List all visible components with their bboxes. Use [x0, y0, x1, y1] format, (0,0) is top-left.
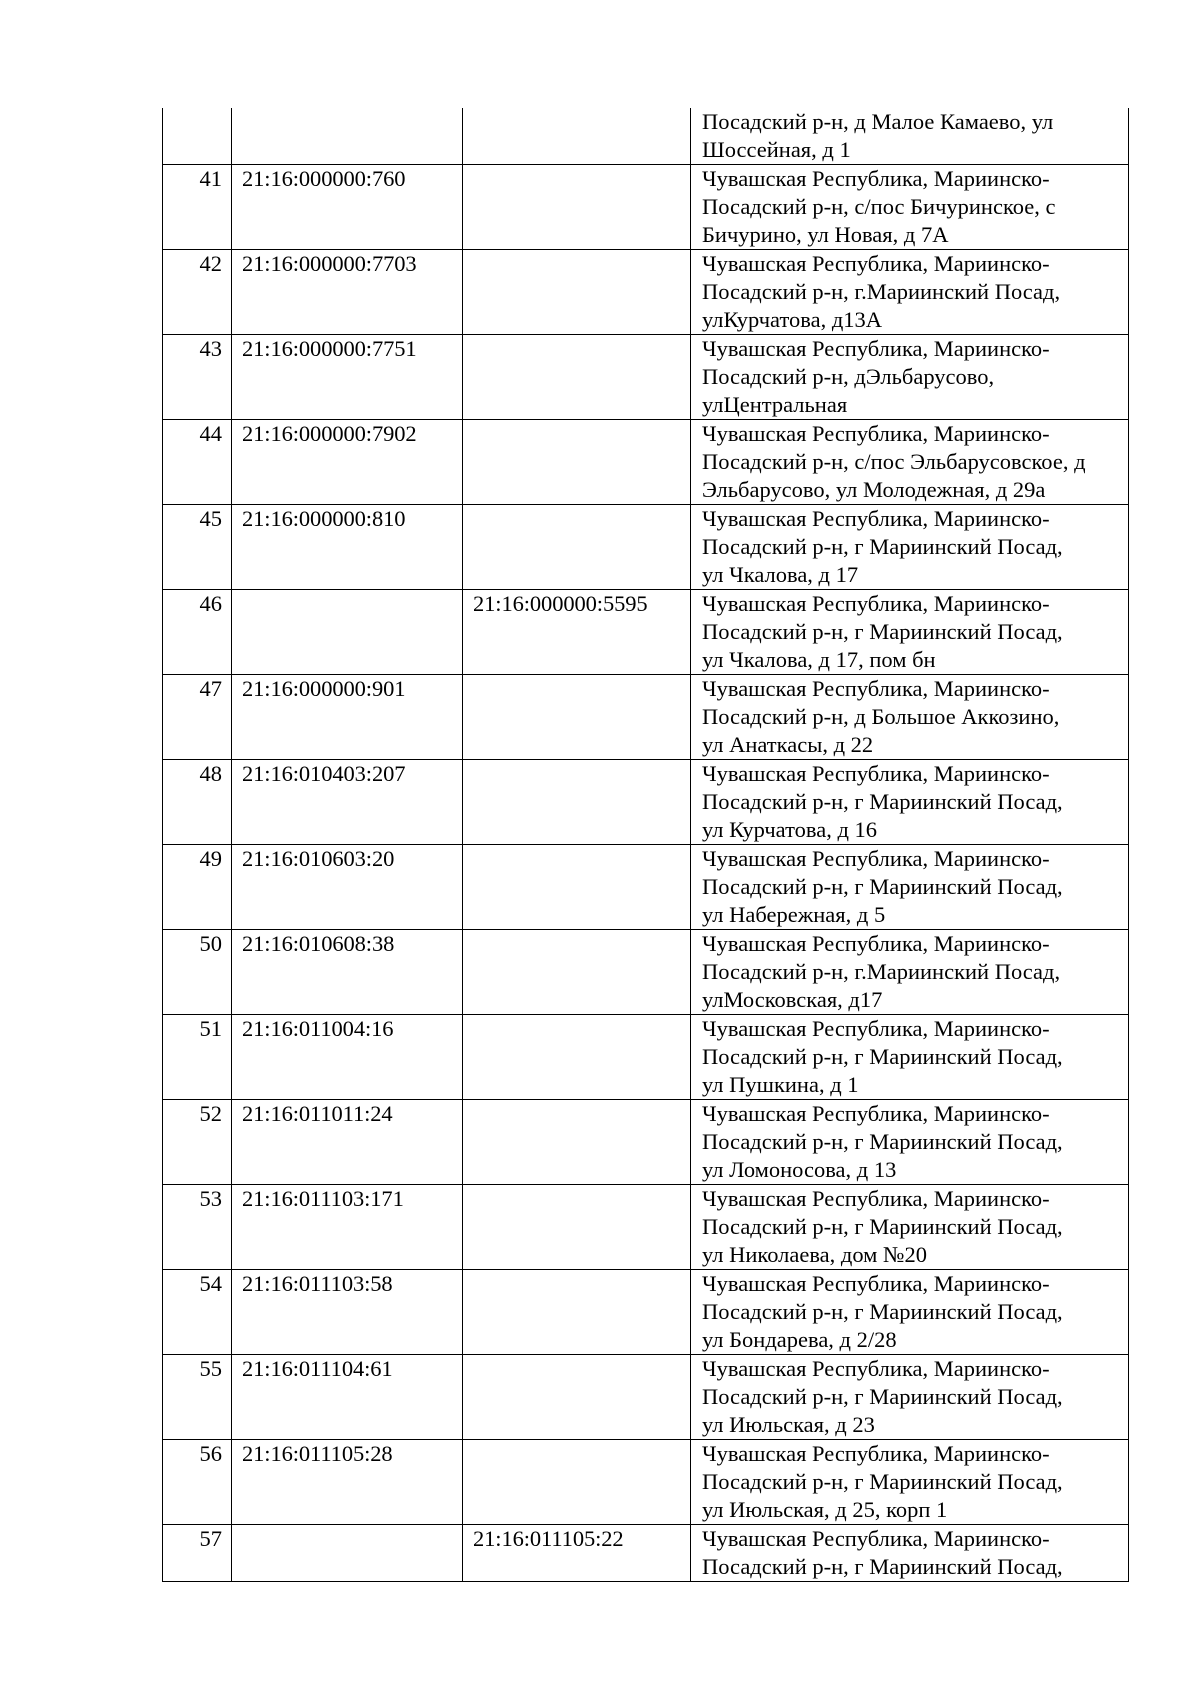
registry-table-body	[163, 108, 1129, 1582]
table-row	[163, 590, 1129, 675]
table-row	[163, 1015, 1129, 1100]
building-cadastral-number-cell	[463, 760, 691, 845]
row-number-cell: 46	[163, 590, 232, 675]
address-line: Шоссейная, д 1	[702, 137, 851, 162]
table-row	[163, 1185, 1129, 1270]
building-cadastral-number-cell	[463, 1015, 691, 1100]
table-row	[163, 335, 1129, 420]
address-line: Чувашская Республика, Мариинско-	[702, 421, 1050, 446]
building-cadastral-number-cell	[463, 250, 691, 335]
address-line: Посадский р-н, д Малое Камаево, ул	[702, 109, 1054, 134]
address-line: ул Анаткасы, д 22	[702, 732, 874, 757]
address-line: Посадский р-н, г Мариинский Посад,	[702, 534, 1063, 559]
address-line: Посадский р-н, г Мариинский Посад,	[702, 874, 1063, 899]
address-line: Чувашская Республика, Мариинско-	[702, 591, 1050, 616]
building-cadastral-number-cell	[463, 1440, 691, 1525]
address-cell	[691, 250, 1129, 335]
address-line: ул Чкалова, д 17	[702, 562, 859, 587]
table-row	[163, 1525, 1129, 1582]
land-cadastral-number-cell: 21:16:011103:171	[232, 1185, 463, 1270]
address-line: Чувашская Республика, Мариинско-	[702, 1271, 1050, 1296]
row-number-cell: 47	[163, 675, 232, 760]
address-line: Посадский р-н, г Мариинский Посад,	[702, 1554, 1063, 1579]
land-cadastral-number-cell: 21:16:011103:58	[232, 1270, 463, 1355]
address-line: улМосковская, д17	[702, 987, 883, 1012]
row-number-cell: 56	[163, 1440, 232, 1525]
address-cell	[691, 1440, 1129, 1525]
building-cadastral-number-cell	[463, 845, 691, 930]
building-cadastral-number-cell	[463, 1270, 691, 1355]
building-cadastral-number-cell	[463, 335, 691, 420]
address-line: Посадский р-н, г Мариинский Посад,	[702, 1384, 1063, 1409]
address-line: ул Июльская, д 23	[702, 1412, 875, 1437]
address-line: Чувашская Республика, Мариинско-	[702, 251, 1050, 276]
building-cadastral-number-cell: 21:16:011105:22	[463, 1525, 691, 1582]
land-cadastral-number-cell	[232, 108, 463, 165]
building-cadastral-number-cell	[463, 165, 691, 250]
table-row	[163, 845, 1129, 930]
building-cadastral-number-cell	[463, 930, 691, 1015]
building-cadastral-number-cell: 21:16:000000:5595	[463, 590, 691, 675]
address-line: Чувашская Республика, Мариинско-	[702, 1101, 1050, 1126]
address-line: Чувашская Республика, Мариинско-	[702, 166, 1050, 191]
building-cadastral-number-cell	[463, 1355, 691, 1440]
address-line: Чувашская Республика, Мариинско-	[702, 1356, 1050, 1381]
table-row	[163, 1440, 1129, 1525]
address-line: Чувашская Республика, Мариинско-	[702, 1441, 1050, 1466]
address-line: Посадский р-н, с/пос Эльбарусовское, д	[702, 449, 1086, 474]
row-number-cell: 51	[163, 1015, 232, 1100]
table-row	[163, 1270, 1129, 1355]
address-line: ул Курчатова, д 16	[702, 817, 878, 842]
address-cell	[691, 1015, 1129, 1100]
table-row	[163, 165, 1129, 250]
row-number-cell: 53	[163, 1185, 232, 1270]
address-line: Посадский р-н, д Большое Аккозино,	[702, 704, 1060, 729]
property-registry-table	[162, 108, 1129, 1582]
address-line: Посадский р-н, с/пос Бичуринское, с	[702, 194, 1056, 219]
address-line: Чувашская Республика, Мариинско-	[702, 1186, 1050, 1211]
address-line: Посадский р-н, г Мариинский Посад,	[702, 1299, 1063, 1324]
row-number-cell: 44	[163, 420, 232, 505]
building-cadastral-number-cell	[463, 1100, 691, 1185]
address-cell	[691, 165, 1129, 250]
address-cell	[691, 420, 1129, 505]
address-line: Чувашская Республика, Мариинско-	[702, 931, 1050, 956]
land-cadastral-number-cell: 21:16:011104:61	[232, 1355, 463, 1440]
address-line: Чувашская Республика, Мариинско-	[702, 676, 1050, 701]
land-cadastral-number-cell: 21:16:000000:760	[232, 165, 463, 250]
address-line: ул Николаева, дом №20	[702, 1242, 928, 1267]
table-row	[163, 930, 1129, 1015]
row-number-cell: 50	[163, 930, 232, 1015]
address-line: Эльбарусово, ул Молодежная, д 29а	[702, 477, 1046, 502]
address-line: Чувашская Республика, Мариинско-	[702, 1526, 1050, 1551]
address-line: Бичурино, ул Новая, д 7А	[702, 222, 949, 247]
land-cadastral-number-cell: 21:16:000000:901	[232, 675, 463, 760]
table-row	[163, 108, 1129, 165]
land-cadastral-number-cell: 21:16:011011:24	[232, 1100, 463, 1185]
building-cadastral-number-cell	[463, 1185, 691, 1270]
row-number-cell	[163, 108, 232, 165]
row-number-cell: 42	[163, 250, 232, 335]
address-line: Посадский р-н, г.Мариинский Посад,	[702, 959, 1061, 984]
address-line: Чувашская Республика, Мариинско-	[702, 1016, 1050, 1041]
building-cadastral-number-cell	[463, 675, 691, 760]
row-number-cell: 41	[163, 165, 232, 250]
table-row	[163, 505, 1129, 590]
land-cadastral-number-cell: 21:16:010403:207	[232, 760, 463, 845]
address-cell	[691, 1100, 1129, 1185]
land-cadastral-number-cell: 21:16:000000:7902	[232, 420, 463, 505]
row-number-cell: 54	[163, 1270, 232, 1355]
row-number-cell: 48	[163, 760, 232, 845]
address-line: Посадский р-н, г Мариинский Посад,	[702, 1214, 1063, 1239]
row-number-cell: 45	[163, 505, 232, 590]
address-cell	[691, 930, 1129, 1015]
address-line: Посадский р-н, г.Мариинский Посад,	[702, 279, 1061, 304]
address-line: Чувашская Республика, Мариинско-	[702, 846, 1050, 871]
table-row	[163, 675, 1129, 760]
address-cell	[691, 1185, 1129, 1270]
address-line: Чувашская Республика, Мариинско-	[702, 761, 1050, 786]
address-line: Посадский р-н, г Мариинский Посад,	[702, 1469, 1063, 1494]
row-number-cell: 52	[163, 1100, 232, 1185]
land-cadastral-number-cell	[232, 1525, 463, 1582]
address-cell	[691, 590, 1129, 675]
address-cell	[691, 108, 1129, 165]
row-number-cell: 55	[163, 1355, 232, 1440]
address-line: ул Июльская, д 25, корп 1	[702, 1497, 948, 1522]
address-cell	[691, 505, 1129, 590]
row-number-cell: 49	[163, 845, 232, 930]
building-cadastral-number-cell	[463, 108, 691, 165]
table-row	[163, 1355, 1129, 1440]
land-cadastral-number-cell: 21:16:000000:810	[232, 505, 463, 590]
address-line: улЦентральная	[702, 392, 848, 417]
address-line: Посадский р-н, г Мариинский Посад,	[702, 1044, 1063, 1069]
land-cadastral-number-cell: 21:16:010608:38	[232, 930, 463, 1015]
address-line: улКурчатова, д13А	[702, 307, 883, 332]
address-line: ул Пушкина, д 1	[702, 1072, 859, 1097]
building-cadastral-number-cell	[463, 505, 691, 590]
address-line: Посадский р-н, г Мариинский Посад,	[702, 619, 1063, 644]
table-row	[163, 250, 1129, 335]
land-cadastral-number-cell: 21:16:011004:16	[232, 1015, 463, 1100]
address-cell	[691, 675, 1129, 760]
land-cadastral-number-cell: 21:16:011105:28	[232, 1440, 463, 1525]
address-line: Посадский р-н, г Мариинский Посад,	[702, 1129, 1063, 1154]
land-cadastral-number-cell: 21:16:000000:7751	[232, 335, 463, 420]
address-cell	[691, 845, 1129, 930]
building-cadastral-number-cell	[463, 420, 691, 505]
address-line: ул Набережная, д 5	[702, 902, 886, 927]
address-cell	[691, 1270, 1129, 1355]
address-line: ул Ломоносова, д 13	[702, 1157, 897, 1182]
address-cell	[691, 760, 1129, 845]
address-line: ул Бондарева, д 2/28	[702, 1327, 897, 1352]
row-number-cell: 57	[163, 1525, 232, 1582]
address-line: Чувашская Республика, Мариинско-	[702, 506, 1050, 531]
address-line: Посадский р-н, г Мариинский Посад,	[702, 789, 1063, 814]
row-number-cell: 43	[163, 335, 232, 420]
address-cell	[691, 1355, 1129, 1440]
land-cadastral-number-cell: 21:16:000000:7703	[232, 250, 463, 335]
address-line: Посадский р-н, дЭльбарусово,	[702, 364, 995, 389]
table-row	[163, 420, 1129, 505]
address-line: Чувашская Республика, Мариинско-	[702, 336, 1050, 361]
address-cell	[691, 335, 1129, 420]
land-cadastral-number-cell	[232, 590, 463, 675]
table-row	[163, 1100, 1129, 1185]
table-row	[163, 760, 1129, 845]
address-cell	[691, 1525, 1129, 1582]
land-cadastral-number-cell: 21:16:010603:20	[232, 845, 463, 930]
address-line: ул Чкалова, д 17, пом бн	[702, 647, 936, 672]
